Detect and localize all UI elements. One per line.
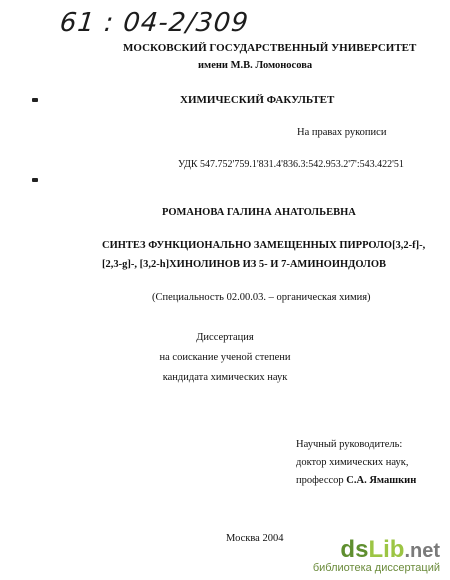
advisor-title: профессор [296,475,344,486]
watermark-logo-net: .net [404,540,440,562]
advisor-name-line [296,475,416,486]
university-honorific: имени М.В. Ломоносова [198,60,313,71]
degree-line: на соискание ученой степени [159,352,291,363]
scan-mark [32,98,38,102]
watermark-subtitle: библиотека диссертаций [312,562,440,574]
advisor-degree: доктор химических наук, [296,457,409,468]
watermark[interactable] [313,536,440,574]
city-year: Москва 2004 [226,533,284,544]
handwritten-code: 61 : 04-2/309 [58,8,251,38]
dissertation-label: Диссертация [196,332,254,343]
thesis-title-line-2: [2,3-g]-, [3,2-h]ХИНОЛИНОВ ИЗ 5- И 7-АМИНОИНДОЛОВ [102,259,387,270]
watermark-logo-lib: Lib [368,536,405,563]
watermark-logo-ds: ds [340,536,369,563]
author-name: РОМАНОВА ГАЛИНА АНАТОЛЬЕВНА [162,207,356,218]
faculty-heading: ХИМИЧЕСКИЙ ФАКУЛЬТЕТ [180,94,335,106]
advisor-name: С.А. Ямашкин [346,475,417,486]
udk-code: УДК 547.752'759.1'831.4'836.3:542.953.2'7':543.422'51 [178,159,404,170]
rights-notice: На правах рукописи [297,127,387,138]
university-name: МОСКОВСКИЙ ГОСУДАРСТВЕННЫЙ УНИВЕРСИТЕТ [123,42,417,54]
scan-mark [32,178,38,182]
specialty: (Специальность 02.00.03. – органическая химия) [152,292,371,303]
watermark-logo[interactable] [313,536,440,564]
advisor-label: Научный руководитель: [296,439,403,450]
thesis-title-line-1: СИНТЕЗ ФУНКЦИОНАЛЬНО ЗАМЕЩЕННЫХ ПИРРОЛО[3,2-f]-, [102,240,426,251]
degree-name: кандидата химических наук [162,372,288,383]
